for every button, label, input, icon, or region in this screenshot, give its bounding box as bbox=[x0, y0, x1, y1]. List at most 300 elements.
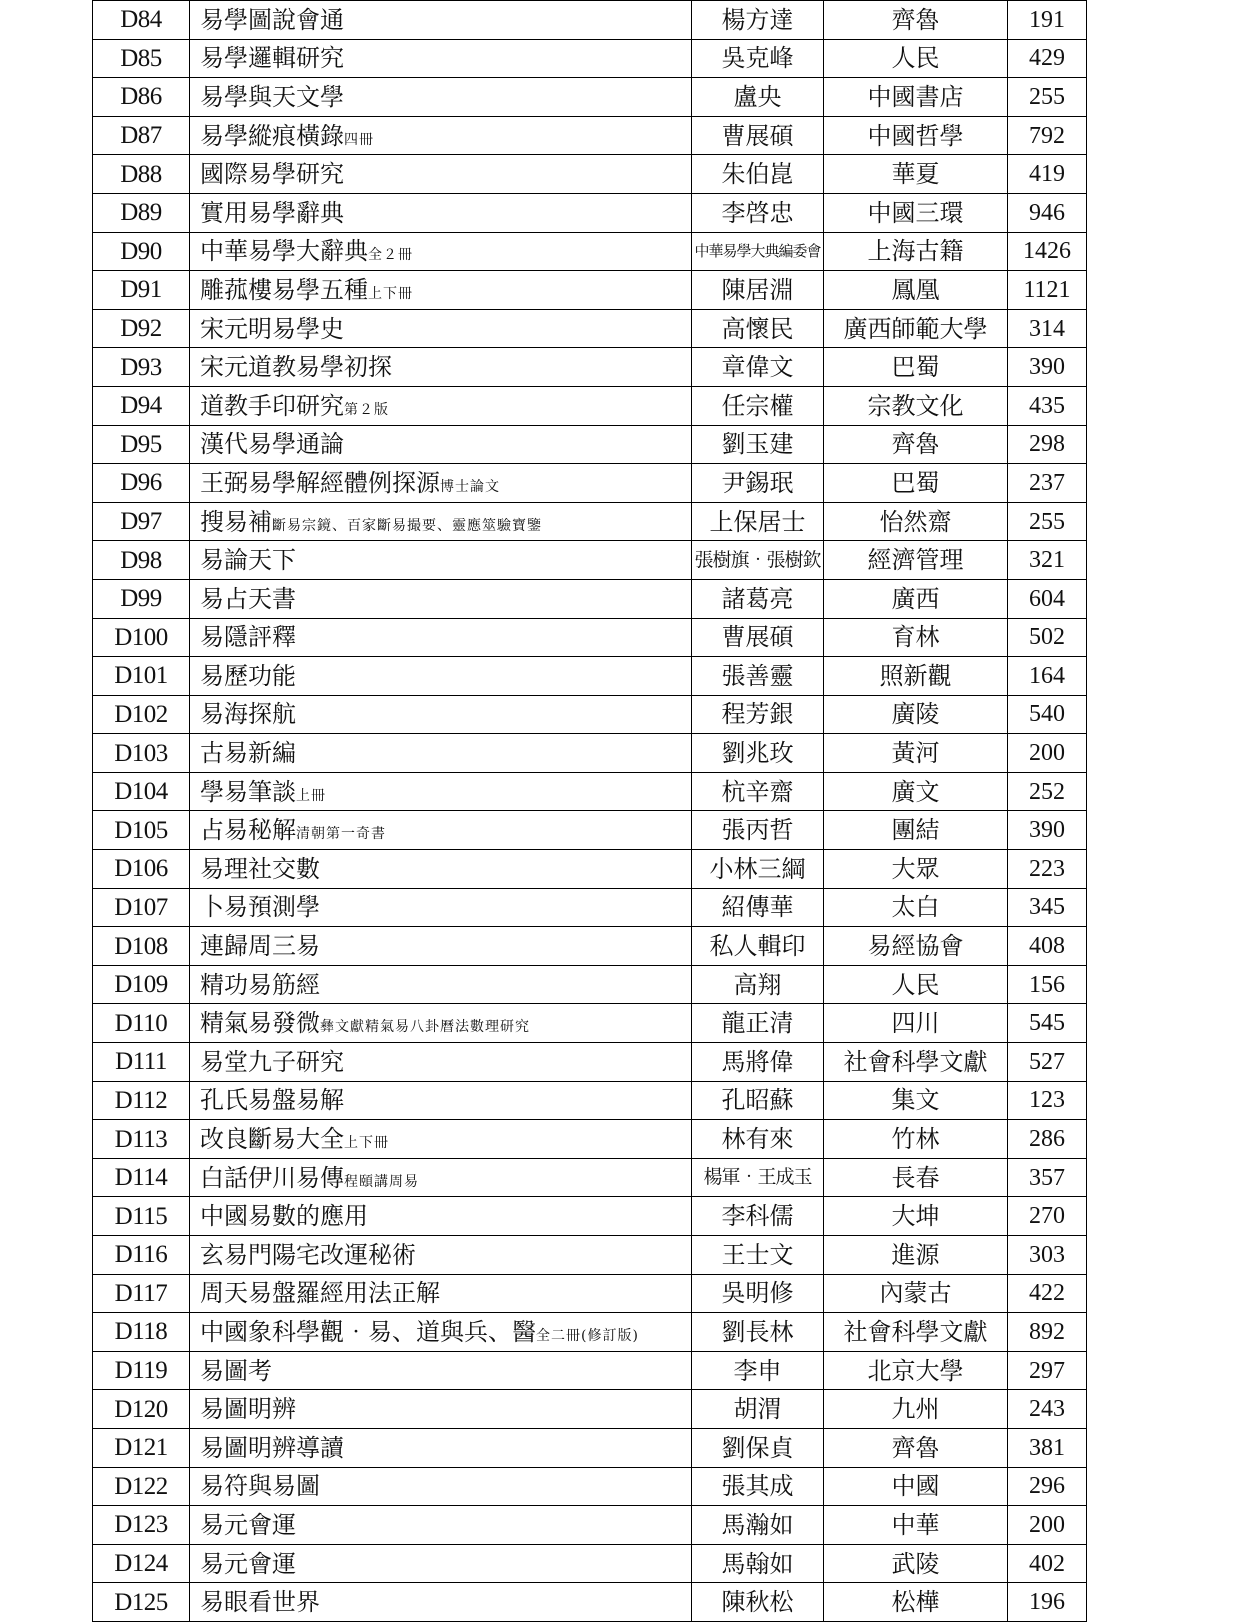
table-row bbox=[93, 1197, 1087, 1236]
book-code: D100 bbox=[93, 618, 190, 657]
book-code: D96 bbox=[93, 464, 190, 503]
book-publisher: 經濟管理 bbox=[824, 541, 1008, 580]
book-title: 宋元道教易學初探 bbox=[200, 353, 392, 382]
book-publisher: 黃河 bbox=[824, 734, 1008, 773]
book-publisher: 巴蜀 bbox=[824, 348, 1008, 387]
book-publisher: 華夏 bbox=[824, 155, 1008, 194]
book-title-cell bbox=[190, 1274, 692, 1313]
book-table-body bbox=[93, 1, 1087, 1622]
book-code: D119 bbox=[93, 1351, 190, 1390]
book-title-cell bbox=[190, 1544, 692, 1583]
book-pages: 545 bbox=[1008, 1004, 1087, 1043]
book-title-cell bbox=[190, 1158, 692, 1197]
book-author: 陳居淵 bbox=[692, 271, 824, 310]
book-title-note: 上冊 bbox=[296, 787, 326, 804]
book-author: 任宗權 bbox=[692, 386, 824, 425]
book-pages: 191 bbox=[1008, 1, 1087, 40]
book-pages: 429 bbox=[1008, 39, 1087, 78]
book-title-note: 全二冊(修訂版) bbox=[536, 1327, 639, 1344]
table-row bbox=[93, 464, 1087, 503]
book-code: D84 bbox=[93, 1, 190, 40]
book-title: 易元會運 bbox=[200, 1549, 296, 1578]
table-row bbox=[93, 193, 1087, 232]
book-code: D114 bbox=[93, 1158, 190, 1197]
book-code: D110 bbox=[93, 1004, 190, 1043]
table-row bbox=[93, 1120, 1087, 1159]
book-pages: 527 bbox=[1008, 1043, 1087, 1082]
book-publisher: 育林 bbox=[824, 618, 1008, 657]
book-author: 盧央 bbox=[692, 78, 824, 117]
book-title: 易學與天文學 bbox=[200, 82, 344, 111]
book-title-cell bbox=[190, 1351, 692, 1390]
book-pages: 422 bbox=[1008, 1274, 1087, 1313]
book-title: 易元會運 bbox=[200, 1510, 296, 1539]
book-publisher: 團結 bbox=[824, 811, 1008, 850]
table-row bbox=[93, 734, 1087, 773]
book-code: D123 bbox=[93, 1506, 190, 1545]
book-title-cell bbox=[190, 927, 692, 966]
table-row bbox=[93, 965, 1087, 1004]
book-publisher: 集文 bbox=[824, 1081, 1008, 1120]
book-publisher: 齊魯 bbox=[824, 1, 1008, 40]
book-code: D112 bbox=[93, 1081, 190, 1120]
book-pages: 252 bbox=[1008, 772, 1087, 811]
book-author: 私人輯印 bbox=[692, 927, 824, 966]
book-publisher: 社會科學文獻 bbox=[824, 1313, 1008, 1352]
book-title-cell bbox=[190, 1583, 692, 1622]
table-row bbox=[93, 1236, 1087, 1275]
book-title-cell bbox=[190, 811, 692, 850]
book-code: D87 bbox=[93, 116, 190, 155]
book-author: 李啓忠 bbox=[692, 193, 824, 232]
book-title-cell bbox=[190, 425, 692, 464]
book-code: D117 bbox=[93, 1274, 190, 1313]
book-title-cell bbox=[190, 1120, 692, 1159]
book-author: 紹傳華 bbox=[692, 888, 824, 927]
book-code: D106 bbox=[93, 850, 190, 889]
book-author: 張樹旗‧張樹欽 bbox=[692, 541, 824, 580]
book-publisher: 宗教文化 bbox=[824, 386, 1008, 425]
book-pages: 402 bbox=[1008, 1544, 1087, 1583]
book-pages: 164 bbox=[1008, 657, 1087, 696]
book-title-cell bbox=[190, 1, 692, 40]
book-publisher: 怡然齋 bbox=[824, 502, 1008, 541]
book-title-cell bbox=[190, 734, 692, 773]
book-code: D92 bbox=[93, 309, 190, 348]
book-title-cell bbox=[190, 1313, 692, 1352]
book-publisher: 人民 bbox=[824, 965, 1008, 1004]
book-title: 連歸周三易 bbox=[200, 932, 320, 961]
book-title: 漢代易學通論 bbox=[200, 430, 344, 459]
book-author: 曹展碩 bbox=[692, 618, 824, 657]
table-row bbox=[93, 1004, 1087, 1043]
book-publisher: 巴蜀 bbox=[824, 464, 1008, 503]
book-code: D90 bbox=[93, 232, 190, 271]
book-title: 古易新編 bbox=[200, 739, 296, 768]
book-title-note: 四冊 bbox=[344, 131, 374, 148]
book-author: 陳秋松 bbox=[692, 1583, 824, 1622]
book-author: 尹錫珉 bbox=[692, 464, 824, 503]
table-row bbox=[93, 1583, 1087, 1622]
book-pages: 408 bbox=[1008, 927, 1087, 966]
book-publisher: 廣西 bbox=[824, 579, 1008, 618]
table-row bbox=[93, 78, 1087, 117]
book-pages: 1426 bbox=[1008, 232, 1087, 271]
book-title: 雕菰樓易學五種 bbox=[200, 275, 368, 304]
book-author: 中華易學大典編委會 bbox=[692, 232, 824, 271]
book-publisher: 內蒙古 bbox=[824, 1274, 1008, 1313]
book-publisher: 易經協會 bbox=[824, 927, 1008, 966]
book-title-note: 全２冊 bbox=[368, 247, 413, 264]
book-title: 易圖明辨 bbox=[200, 1395, 296, 1424]
book-code: D109 bbox=[93, 965, 190, 1004]
book-title-cell bbox=[190, 1004, 692, 1043]
book-title-cell bbox=[190, 772, 692, 811]
table-row bbox=[93, 1467, 1087, 1506]
book-title-note: 博士論文 bbox=[440, 478, 500, 495]
book-code: D102 bbox=[93, 695, 190, 734]
book-pages: 321 bbox=[1008, 541, 1087, 580]
table-row bbox=[93, 1351, 1087, 1390]
book-code: D113 bbox=[93, 1120, 190, 1159]
book-title-cell bbox=[190, 348, 692, 387]
table-row bbox=[93, 1043, 1087, 1082]
table-row bbox=[93, 271, 1087, 310]
book-title-cell bbox=[190, 116, 692, 155]
table-row bbox=[93, 348, 1087, 387]
book-title: 中國象科學觀‧易、道與兵、醫 bbox=[200, 1317, 536, 1346]
book-title: 學易筆談 bbox=[200, 777, 296, 806]
book-publisher: 中國哲學 bbox=[824, 116, 1008, 155]
book-title: 白話伊川易傳 bbox=[200, 1163, 344, 1192]
table-row bbox=[93, 1390, 1087, 1429]
book-author: 杭辛齋 bbox=[692, 772, 824, 811]
book-title-cell bbox=[190, 1506, 692, 1545]
book-title: 玄易門陽宅改運秘術 bbox=[200, 1240, 416, 1269]
table-row bbox=[93, 155, 1087, 194]
book-title-cell bbox=[190, 695, 692, 734]
book-pages: 792 bbox=[1008, 116, 1087, 155]
book-publisher: 大眾 bbox=[824, 850, 1008, 889]
book-title: 孔氏易盤易解 bbox=[200, 1086, 344, 1115]
book-title-note: 清朝第一奇書 bbox=[296, 826, 386, 843]
book-title-cell bbox=[190, 618, 692, 657]
book-author: 楊軍‧王成玉 bbox=[692, 1158, 824, 1197]
book-list bbox=[92, 0, 1087, 1622]
book-code: D125 bbox=[93, 1583, 190, 1622]
book-title: 易堂九子研究 bbox=[200, 1047, 344, 1076]
book-title: 易圖明辨導讀 bbox=[200, 1433, 344, 1462]
book-code: D120 bbox=[93, 1390, 190, 1429]
table-row bbox=[93, 1158, 1087, 1197]
book-title: 易學圖說會通 bbox=[200, 5, 344, 34]
book-publisher: 鳳凰 bbox=[824, 271, 1008, 310]
book-title-note: 斷易宗鏡、百家斷易撮要、靈應筮驗寶鑒 bbox=[272, 517, 542, 534]
book-publisher: 太白 bbox=[824, 888, 1008, 927]
book-pages: 196 bbox=[1008, 1583, 1087, 1622]
book-pages: 297 bbox=[1008, 1351, 1087, 1390]
book-publisher: 武陵 bbox=[824, 1544, 1008, 1583]
book-publisher: 中國 bbox=[824, 1467, 1008, 1506]
book-publisher: 松樺 bbox=[824, 1583, 1008, 1622]
book-pages: 381 bbox=[1008, 1428, 1087, 1467]
book-code: D86 bbox=[93, 78, 190, 117]
book-author: 孔昭蘇 bbox=[692, 1081, 824, 1120]
book-author: 高懷民 bbox=[692, 309, 824, 348]
table-row bbox=[93, 579, 1087, 618]
book-title-cell bbox=[190, 39, 692, 78]
book-author: 朱伯崑 bbox=[692, 155, 824, 194]
table-row bbox=[93, 1428, 1087, 1467]
book-publisher: 廣陵 bbox=[824, 695, 1008, 734]
book-author: 諸葛亮 bbox=[692, 579, 824, 618]
table-row bbox=[93, 927, 1087, 966]
book-publisher: 中華 bbox=[824, 1506, 1008, 1545]
table-row bbox=[93, 425, 1087, 464]
book-code: D121 bbox=[93, 1428, 190, 1467]
book-title-cell bbox=[190, 502, 692, 541]
table-row bbox=[93, 811, 1087, 850]
book-code: D105 bbox=[93, 811, 190, 850]
book-publisher: 齊魯 bbox=[824, 1428, 1008, 1467]
book-author: 王士文 bbox=[692, 1236, 824, 1275]
book-author: 林有來 bbox=[692, 1120, 824, 1159]
book-author: 劉保貞 bbox=[692, 1428, 824, 1467]
book-pages: 314 bbox=[1008, 309, 1087, 348]
table-row bbox=[93, 850, 1087, 889]
book-author: 胡渭 bbox=[692, 1390, 824, 1429]
book-pages: 255 bbox=[1008, 78, 1087, 117]
book-pages: 435 bbox=[1008, 386, 1087, 425]
book-title: 易占天書 bbox=[200, 584, 296, 613]
book-title: 占易秘解 bbox=[200, 816, 296, 845]
book-title-cell bbox=[190, 271, 692, 310]
book-title-cell bbox=[190, 386, 692, 425]
book-code: D85 bbox=[93, 39, 190, 78]
book-pages: 156 bbox=[1008, 965, 1087, 1004]
table-row bbox=[93, 502, 1087, 541]
book-code: D91 bbox=[93, 271, 190, 310]
book-pages: 298 bbox=[1008, 425, 1087, 464]
book-publisher: 長春 bbox=[824, 1158, 1008, 1197]
book-publisher: 大坤 bbox=[824, 1197, 1008, 1236]
book-code: D124 bbox=[93, 1544, 190, 1583]
book-title-cell bbox=[190, 464, 692, 503]
book-title-cell bbox=[190, 579, 692, 618]
book-title: 國際易學研究 bbox=[200, 160, 344, 189]
book-publisher: 廣西師範大學 bbox=[824, 309, 1008, 348]
book-title: 中國易數的應用 bbox=[200, 1202, 368, 1231]
book-author: 張其成 bbox=[692, 1467, 824, 1506]
table-row bbox=[93, 657, 1087, 696]
book-author: 馬翰如 bbox=[692, 1544, 824, 1583]
book-author: 李申 bbox=[692, 1351, 824, 1390]
book-title: 道教手印研究 bbox=[200, 391, 344, 420]
book-title: 實用易學辭典 bbox=[200, 198, 344, 227]
book-pages: 200 bbox=[1008, 1506, 1087, 1545]
book-publisher: 四川 bbox=[824, 1004, 1008, 1043]
book-code: D98 bbox=[93, 541, 190, 580]
book-title-note: 程頤講周易 bbox=[344, 1173, 419, 1190]
book-code: D107 bbox=[93, 888, 190, 927]
book-author: 李科儒 bbox=[692, 1197, 824, 1236]
book-publisher: 社會科學文獻 bbox=[824, 1043, 1008, 1082]
book-title-cell bbox=[190, 1428, 692, 1467]
book-title: 周天易盤羅經用法正解 bbox=[200, 1279, 440, 1308]
book-title: 易學縱痕橫錄 bbox=[200, 121, 344, 150]
book-title: 易隱評釋 bbox=[200, 623, 296, 652]
table-row bbox=[93, 1506, 1087, 1545]
book-author: 吳明修 bbox=[692, 1274, 824, 1313]
book-publisher: 進源 bbox=[824, 1236, 1008, 1275]
book-author: 上保居士 bbox=[692, 502, 824, 541]
book-publisher: 上海古籍 bbox=[824, 232, 1008, 271]
book-code: D116 bbox=[93, 1236, 190, 1275]
book-pages: 243 bbox=[1008, 1390, 1087, 1429]
book-code: D118 bbox=[93, 1313, 190, 1352]
book-title-cell bbox=[190, 193, 692, 232]
book-author: 曹展碩 bbox=[692, 116, 824, 155]
book-pages: 357 bbox=[1008, 1158, 1087, 1197]
book-pages: 237 bbox=[1008, 464, 1087, 503]
book-publisher: 九州 bbox=[824, 1390, 1008, 1429]
book-pages: 502 bbox=[1008, 618, 1087, 657]
book-code: D94 bbox=[93, 386, 190, 425]
table-row bbox=[93, 1274, 1087, 1313]
table-row bbox=[93, 1544, 1087, 1583]
book-title-cell bbox=[190, 155, 692, 194]
book-code: D104 bbox=[93, 772, 190, 811]
book-title-cell bbox=[190, 1236, 692, 1275]
book-title-cell bbox=[190, 965, 692, 1004]
book-publisher: 照新觀 bbox=[824, 657, 1008, 696]
table-row bbox=[93, 39, 1087, 78]
book-pages: 255 bbox=[1008, 502, 1087, 541]
book-title: 改良斷易大全 bbox=[200, 1125, 344, 1154]
book-author: 馬將偉 bbox=[692, 1043, 824, 1082]
book-author: 劉玉建 bbox=[692, 425, 824, 464]
book-pages: 270 bbox=[1008, 1197, 1087, 1236]
book-title-cell bbox=[190, 657, 692, 696]
book-code: D88 bbox=[93, 155, 190, 194]
book-title: 易歷功能 bbox=[200, 661, 296, 690]
book-code: D97 bbox=[93, 502, 190, 541]
table-row bbox=[93, 618, 1087, 657]
book-author: 張丙哲 bbox=[692, 811, 824, 850]
book-title-cell bbox=[190, 850, 692, 889]
book-pages: 223 bbox=[1008, 850, 1087, 889]
book-title-cell bbox=[190, 1081, 692, 1120]
book-author: 張善靈 bbox=[692, 657, 824, 696]
book-pages: 123 bbox=[1008, 1081, 1087, 1120]
book-title-note: 彝文獻精氣易八卦曆法數理研究 bbox=[320, 1019, 530, 1036]
book-title: 中華易學大辭典 bbox=[200, 237, 368, 266]
book-title: 易海探航 bbox=[200, 700, 296, 729]
book-author: 小林三綱 bbox=[692, 850, 824, 889]
book-pages: 390 bbox=[1008, 348, 1087, 387]
table-row bbox=[93, 888, 1087, 927]
book-author: 程芳銀 bbox=[692, 695, 824, 734]
book-pages: 303 bbox=[1008, 1236, 1087, 1275]
table-row bbox=[93, 1, 1087, 40]
book-title-note: 第２版 bbox=[344, 401, 389, 418]
table-row bbox=[93, 695, 1087, 734]
book-pages: 200 bbox=[1008, 734, 1087, 773]
book-pages: 1121 bbox=[1008, 271, 1087, 310]
book-code: D101 bbox=[93, 657, 190, 696]
book-title: 搜易補 bbox=[200, 507, 272, 536]
table-row bbox=[93, 1081, 1087, 1120]
book-author: 劉長林 bbox=[692, 1313, 824, 1352]
book-title-cell bbox=[190, 309, 692, 348]
book-author: 馬瀚如 bbox=[692, 1506, 824, 1545]
book-table bbox=[92, 0, 1087, 1622]
book-author: 章偉文 bbox=[692, 348, 824, 387]
book-title-cell bbox=[190, 78, 692, 117]
book-author: 龍正清 bbox=[692, 1004, 824, 1043]
book-title-cell bbox=[190, 1043, 692, 1082]
book-code: D115 bbox=[93, 1197, 190, 1236]
book-title: 卜易預測學 bbox=[200, 893, 320, 922]
book-pages: 540 bbox=[1008, 695, 1087, 734]
book-publisher: 廣文 bbox=[824, 772, 1008, 811]
book-title: 王弼易學解經體例探源 bbox=[200, 468, 440, 497]
table-row bbox=[93, 116, 1087, 155]
book-title: 易理社交數 bbox=[200, 854, 320, 883]
book-title-note: 上下冊 bbox=[344, 1135, 389, 1152]
book-author: 楊方達 bbox=[692, 1, 824, 40]
book-title: 易圖考 bbox=[200, 1356, 272, 1385]
book-publisher: 齊魯 bbox=[824, 425, 1008, 464]
book-pages: 286 bbox=[1008, 1120, 1087, 1159]
book-publisher: 北京大學 bbox=[824, 1351, 1008, 1390]
book-author: 高翔 bbox=[692, 965, 824, 1004]
book-title-cell bbox=[190, 888, 692, 927]
book-publisher: 竹林 bbox=[824, 1120, 1008, 1159]
book-title-cell bbox=[190, 1197, 692, 1236]
book-title: 易學邏輯研究 bbox=[200, 44, 344, 73]
book-title: 精功易筋經 bbox=[200, 970, 320, 999]
book-pages: 345 bbox=[1008, 888, 1087, 927]
book-title: 易眼看世界 bbox=[200, 1588, 320, 1617]
book-code: D99 bbox=[93, 579, 190, 618]
book-pages: 419 bbox=[1008, 155, 1087, 194]
book-code: D111 bbox=[93, 1043, 190, 1082]
book-code: D95 bbox=[93, 425, 190, 464]
book-author: 吳克峰 bbox=[692, 39, 824, 78]
book-pages: 892 bbox=[1008, 1313, 1087, 1352]
table-row bbox=[93, 386, 1087, 425]
book-author: 劉兆玫 bbox=[692, 734, 824, 773]
book-publisher: 中國三環 bbox=[824, 193, 1008, 232]
book-title-cell bbox=[190, 541, 692, 580]
book-title: 宋元明易學史 bbox=[200, 314, 344, 343]
book-pages: 946 bbox=[1008, 193, 1087, 232]
book-title-note: 上下冊 bbox=[368, 285, 413, 302]
book-title: 易論天下 bbox=[200, 546, 296, 575]
book-code: D89 bbox=[93, 193, 190, 232]
table-row bbox=[93, 541, 1087, 580]
book-title-cell bbox=[190, 232, 692, 271]
table-row bbox=[93, 1313, 1087, 1352]
book-code: D103 bbox=[93, 734, 190, 773]
table-row bbox=[93, 232, 1087, 271]
book-publisher: 中國書店 bbox=[824, 78, 1008, 117]
table-row bbox=[93, 772, 1087, 811]
book-pages: 296 bbox=[1008, 1467, 1087, 1506]
book-pages: 390 bbox=[1008, 811, 1087, 850]
book-code: D93 bbox=[93, 348, 190, 387]
